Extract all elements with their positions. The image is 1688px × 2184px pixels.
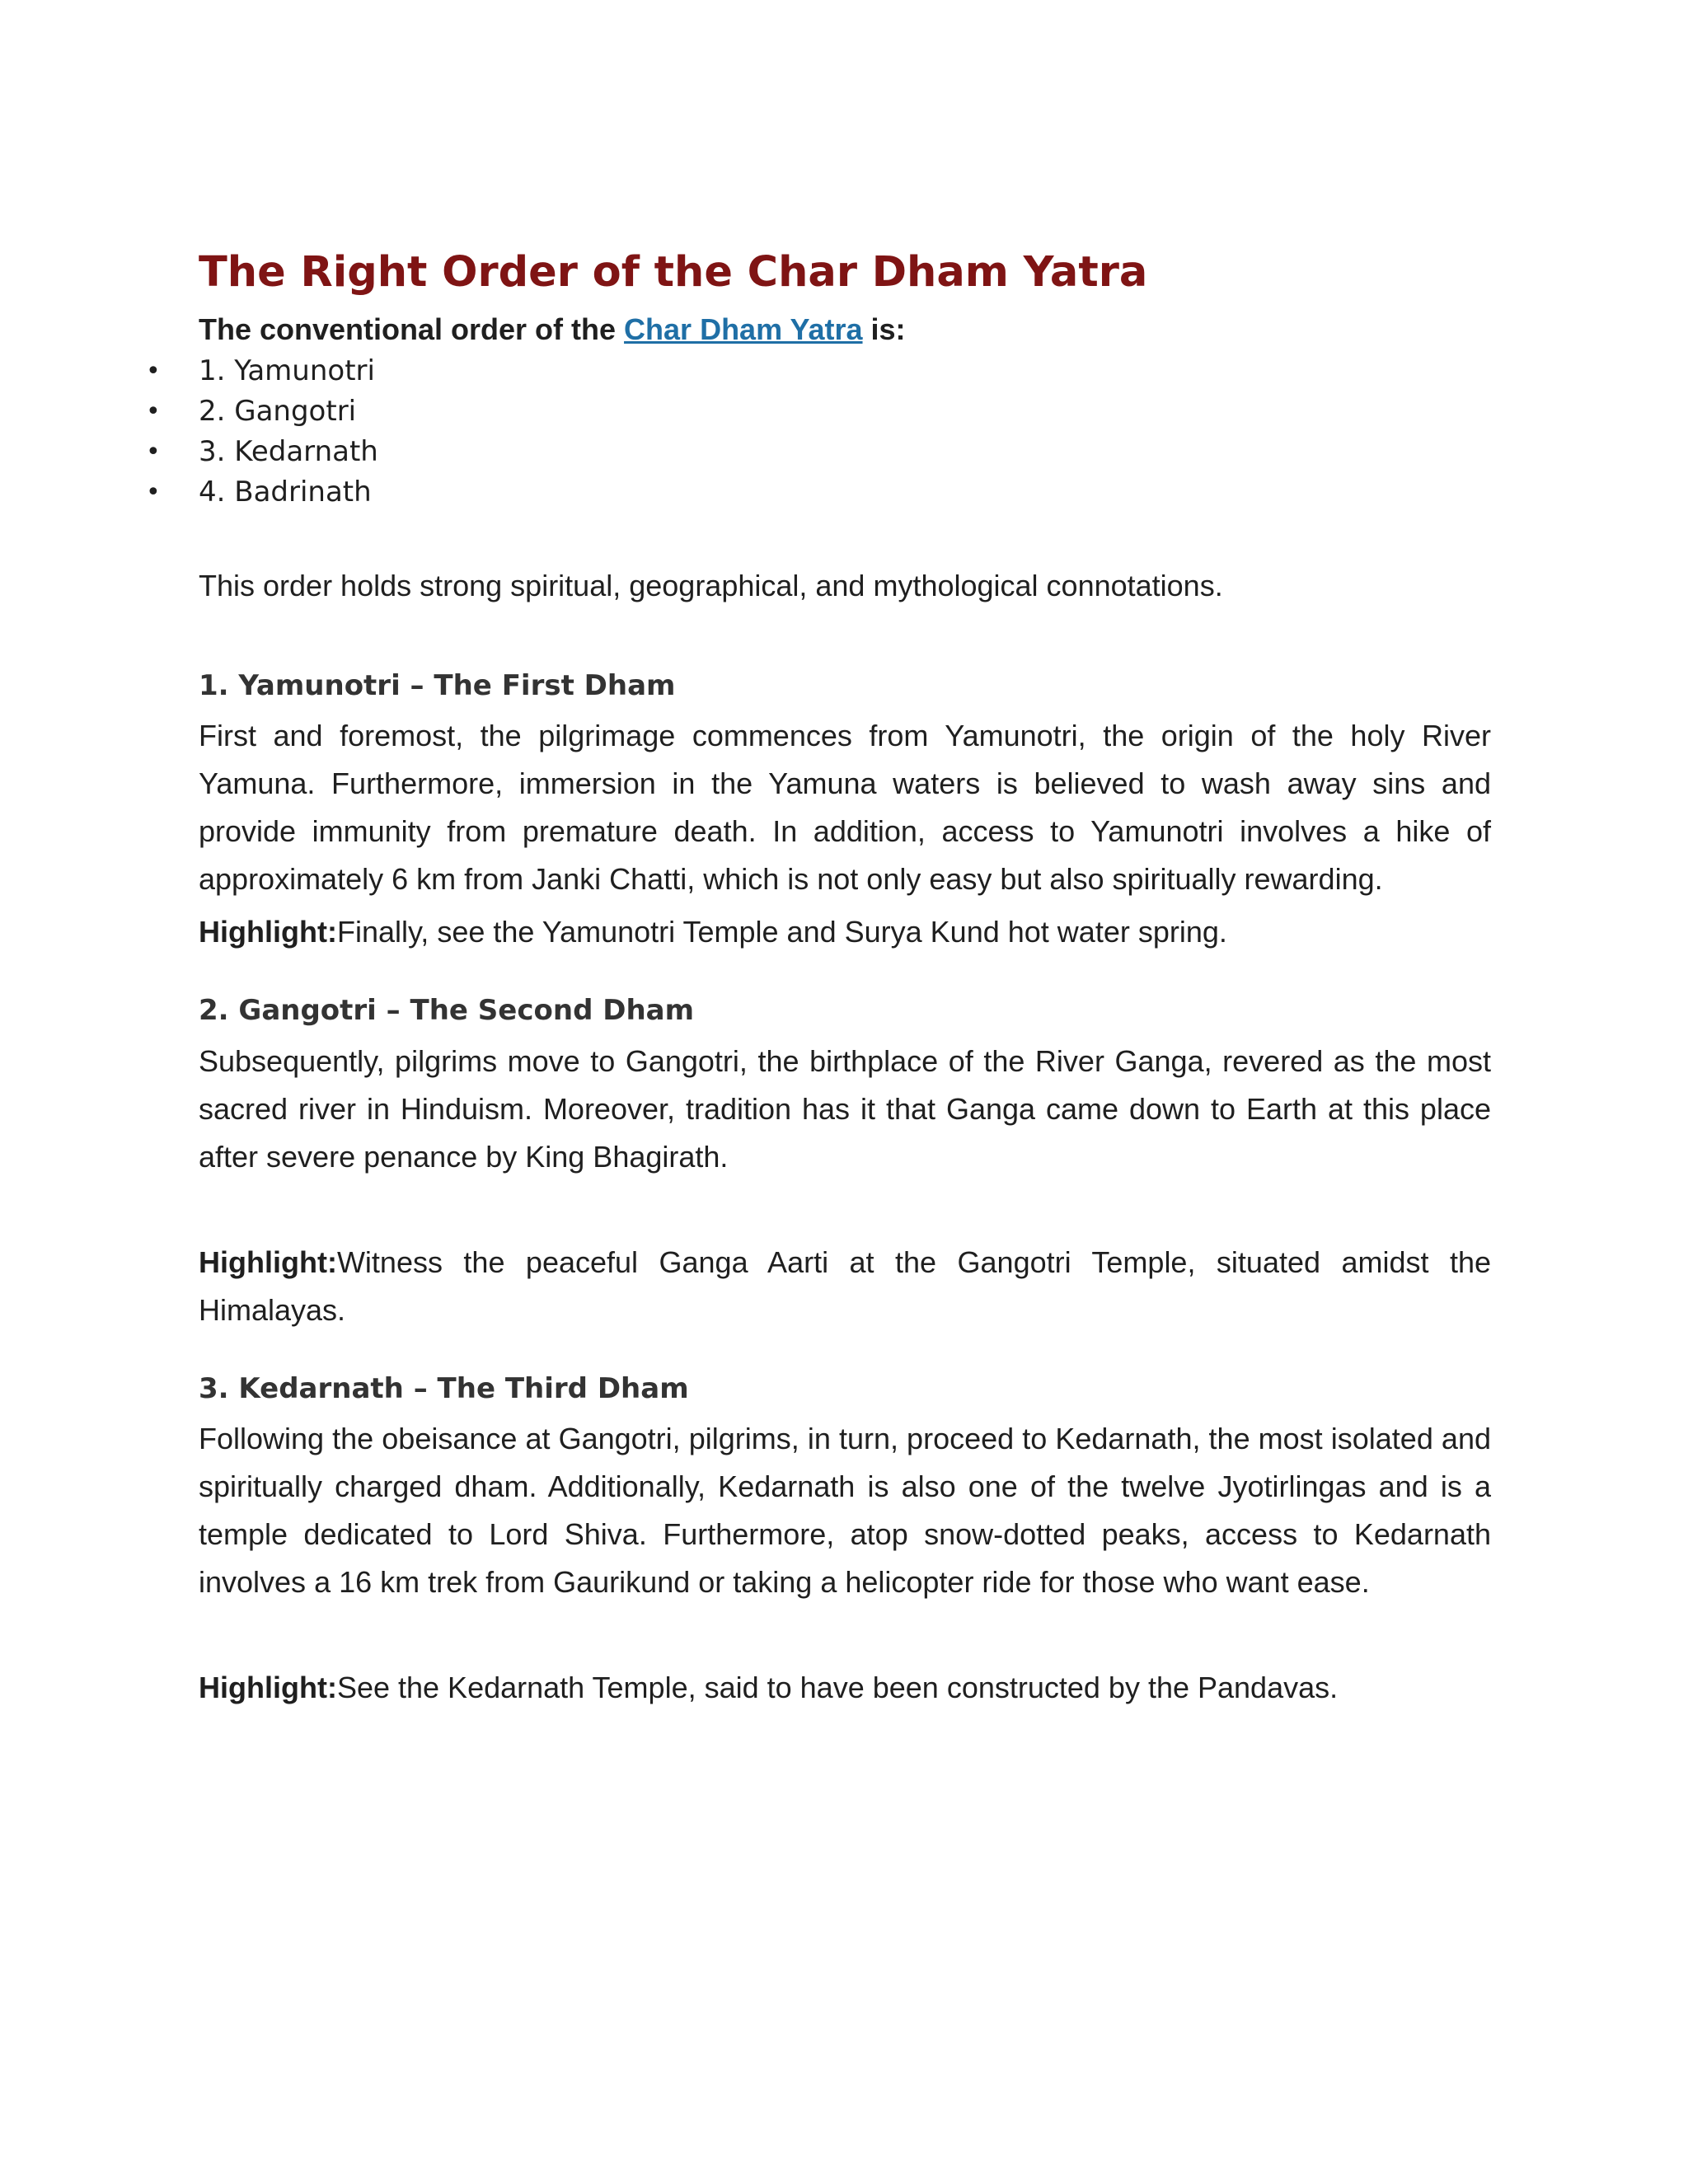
highlight-gangotri [199,1239,1491,1334]
list-item-label: 1. Yamunotri [199,354,375,388]
summary-paragraph: This order holds strong spiritual, geographical, and mythological connotations. [199,569,1223,603]
highlight-text: See the Kedarnath Temple, said to have been constructed by the Pandavas. [336,1670,1339,1704]
highlight-yamunotri [199,908,1491,956]
list-item-label: 4. Badrinath [199,476,372,509]
bullet-icon: • [146,397,161,427]
highlight-label: Highlight: [199,1670,337,1704]
char-dham-yatra-link[interactable]: Char Dham Yatra [624,312,863,347]
bullet-icon: • [146,357,161,387]
list-item [146,391,1491,432]
document-page [146,247,1491,1712]
section-heading-kedarnath: 3. Kedarnath – The Third Dham [199,1371,689,1405]
highlight-kedarnath [199,1664,1491,1712]
highlight-text: Witness the peaceful Ganga Aarti at the Gangotri Temple, situated amidst the Himalayas. [199,1244,1491,1327]
list-item [146,351,1491,391]
page-title: The Right Order of the Char Dham Yatra [199,248,1148,297]
list-item [146,472,1491,513]
bullet-icon: • [146,438,161,467]
list-item [146,432,1491,472]
section-body-yamunotri: First and foremost, the pilgrimage commences from Yamunotri, the origin of the holy River Yamuna. Furthermore, immersion in the Yamuna waters is believed to wash away sins and provide immunity from premature death. In addition, access to Yamunotri involves a hike of approximately 6 km from Janki Chatti, which is not only easy but also spiritually rewarding. [199,719,1491,897]
section-heading-gangotri: 2. Gangotri – The Second Dham [199,994,695,1028]
highlight-label: Highlight: [199,1244,337,1279]
intro-suffix: is: [862,312,906,347]
dham-order-list [146,351,1491,513]
highlight-text: Finally, see the Yamunotri Temple and Surya Kund hot water spring. [336,915,1227,949]
section-body-kedarnath: Following the obeisance at Gangotri, pilgrims, in turn, proceed to Kedarnath, the most isolated and spiritually charged dham. Additionally, Kedarnath is also one of the twelve Jyotirlingas and is a temple dedicated to Lord Shiva. Furthermore, atop snow-dotted peaks, access to Kedarnath involves a 16 km trek from Gaurikund or taking a helicopter ride for those who want ease. [199,1421,1491,1599]
list-item-label: 2. Gangotri [199,395,357,429]
section-heading-yamunotri: 1. Yamunotri – The First Dham [199,669,676,703]
list-item-label: 3. Kedarnath [199,435,378,469]
highlight-label: Highlight: [199,915,337,949]
section-body-gangotri: Subsequently, pilgrims move to Gangotri, the birthplace of the River Ganga, revered as the most sacred river in Hinduism. Moreover, tradition has it that Ganga came down to Earth at this place after severe penance by King Bhagirath. [199,1043,1491,1174]
bullet-icon: • [146,478,161,508]
intro-line [199,311,1491,348]
intro-prefix: The conventional order of the [199,312,625,347]
